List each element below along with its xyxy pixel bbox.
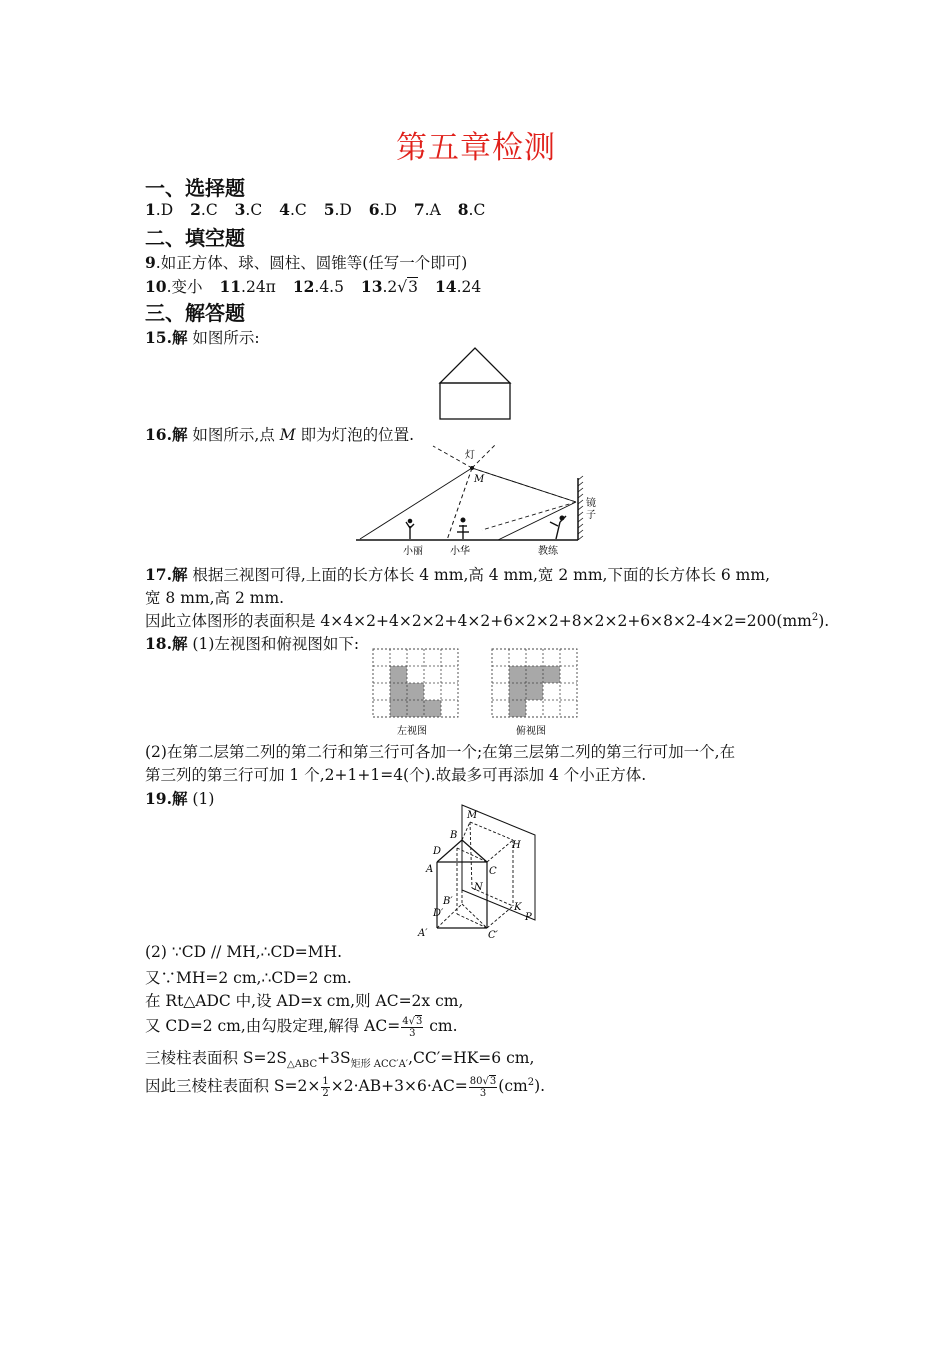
choice-4: 4.C — [279, 200, 307, 219]
top-view-label: 俯视图 — [516, 726, 546, 737]
choice-8: 8.C — [457, 200, 486, 219]
label-D: D — [433, 846, 442, 857]
left-view-grid — [373, 649, 458, 737]
label-mirror-1: 镜 — [586, 498, 596, 509]
choice-6: 6.D — [368, 200, 397, 219]
q18-figure — [370, 648, 582, 740]
label-P: P — [525, 912, 532, 923]
fill-answers-10-14: 10.变小 11.24π 12.4.5 13.2√3 14.24 — [145, 277, 482, 296]
choice-5: 5.D — [323, 200, 352, 219]
section-heading-fill: 二、填空题 — [145, 226, 245, 250]
page-title: 第五章检测 — [396, 130, 556, 166]
label-xiaoli: 小丽 — [403, 546, 423, 557]
fill-answer-9: 9.如正方体、球、圆柱、圆锥等(任写一个即可) — [145, 253, 468, 272]
q15-figure — [438, 346, 514, 422]
q19-line5: 三棱柱表面积 $S=2S_{\triangle ABC}+3S_{矩形 ACC'A'},CC'=HK=6$ cm, — [145, 1049, 535, 1071]
q16-text: 16.解 如图所示,点 M 即为灯泡的位置. — [145, 425, 415, 444]
label-m: M — [474, 474, 485, 485]
q19-figure — [415, 800, 545, 942]
q19-line2: 又∵MH=2 cm,∴CD=2 cm. — [145, 969, 352, 987]
label-H: H — [512, 840, 521, 851]
q17-line1: 17.解 根据三视图可得,上面的长方体长 4 mm,高 4 mm,宽 2 mm,下面的长方体长 6 mm, — [145, 565, 770, 584]
choice-answers — [145, 200, 485, 219]
label-M: M — [467, 810, 478, 821]
q18-part2-line1: (2)在第二层第二列的第二行和第三行可各加一个;在第三层第二列的第三行可加一个,在 — [145, 743, 736, 761]
label-mirror-2: 子 — [586, 510, 596, 521]
choice-2: 2.C — [190, 200, 218, 219]
label-C1: C′ — [488, 930, 498, 941]
label-coach: 教练 — [538, 546, 558, 557]
label-xiaohua: 小华 — [450, 546, 470, 557]
q15-text: 15.解 如图所示: — [145, 328, 260, 347]
label-D1: D′ — [433, 908, 444, 919]
section-heading-solve: 三、解答题 — [145, 301, 245, 325]
label-A: A — [426, 864, 434, 875]
area-fraction: $\frac{80√3}{3}$ — [469, 1075, 497, 1099]
choice-7: 7.A — [413, 200, 441, 219]
ac-fraction: $\frac{4√3}{3}$ — [402, 1015, 423, 1039]
choice-3: 3.C — [234, 200, 263, 219]
label-lamp: 灯 — [465, 450, 475, 461]
label-B1: B′ — [443, 896, 453, 907]
label-C: C — [489, 866, 497, 877]
left-view-label: 左视图 — [397, 726, 427, 737]
q16-figure — [350, 442, 610, 560]
q19-line4: 又 CD=2 cm,由勾股定理,解得 AC= $\frac{4√3}{3}$ cm. — [145, 1015, 458, 1039]
q19-text: 19.解 (1) — [145, 789, 215, 808]
label-N: N — [474, 882, 483, 893]
label-K: K — [514, 902, 522, 913]
q18-part2-line2: 第三列的第三行可加 1 个,2+1+1=4(个).故最多可再添加 4 个小正方体. — [145, 766, 647, 784]
half-fraction: $\frac{1}{2}$ — [322, 1075, 329, 1099]
label-A1: A′ — [418, 928, 428, 939]
q18-text: 18.解 (1)左视图和俯视图如下: — [145, 634, 360, 653]
q19-line3: 在 Rt△ADC 中,设 AD=x cm,则 AC=2x cm, — [145, 992, 464, 1010]
choice-1: 1.D — [145, 200, 174, 219]
label-B: B — [450, 830, 458, 841]
section-heading-choice: 一、选择题 — [145, 176, 245, 200]
q17-line3: 因此立体图形的表面积是 $4\times 4\times 2+4\times 2\times 2+4\times 2+6\times 2\times 2+8\times 2\times 2+6\times 8\times 2-4\times 2=200(mm^2)$. — [145, 611, 830, 630]
q19-line6: 因此三棱柱表面积 S=2× $\frac{1}{2}$ ×2·AB+3×6·AC= $\frac{80√3}{3}$ $(cm^2)$. — [145, 1075, 546, 1099]
top-view-grid — [492, 649, 577, 737]
q19-line1: (2) ∵CD // MH,∴CD=MH. — [145, 943, 343, 961]
q17-line2: 宽 8 mm,高 2 mm. — [145, 589, 285, 607]
